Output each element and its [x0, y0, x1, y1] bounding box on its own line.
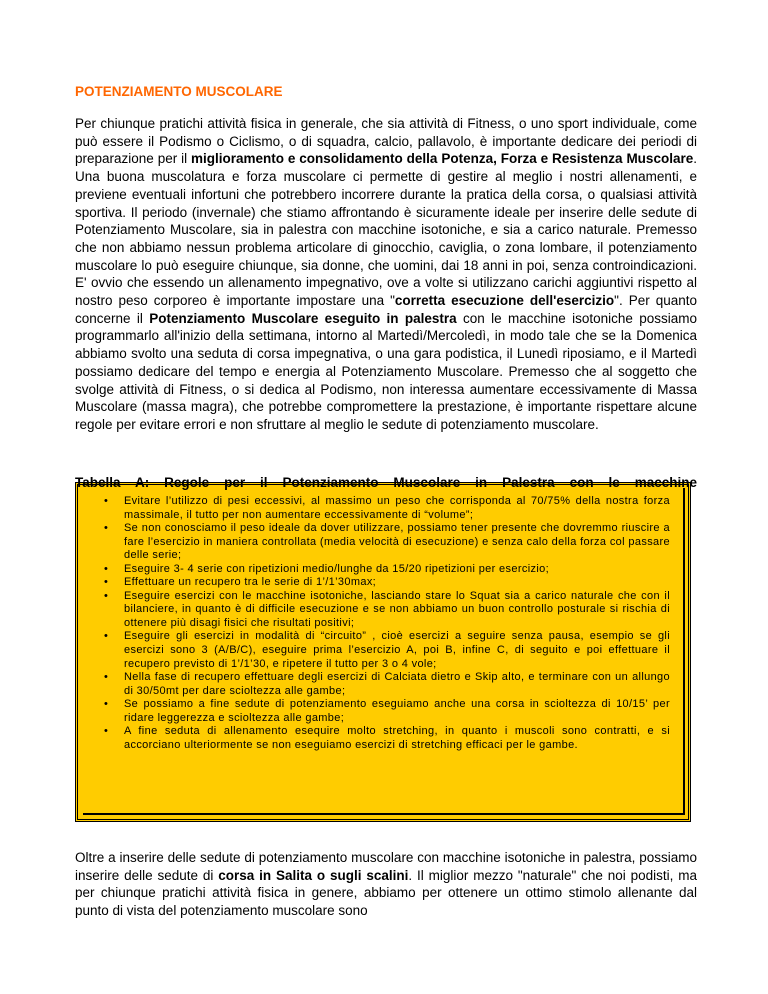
table-heading: Tabella A: Regole per il Potenziamento Muscolare in Palestra con le macchine	[75, 475, 697, 490]
rule-item	[104, 671, 670, 698]
outro-paragraph	[75, 849, 697, 920]
outro-text: . Il miglior mezzo "naturale" che noi podisti, ma per chiunque pratichi attività fisica in genere, abbiamo per ottenere un ottimo stimolo allenante dal punto di vista del potenziamento muscolare sono	[75, 867, 697, 919]
rule-text: Eseguire 3- 4 serie con ripetizioni medio/lunghe da 15/20 ripetizioni per esercizio;	[124, 562, 550, 575]
intro-text: con le macchine isotoniche possiamo programmarlo all'inizio della settimana, intorno al Martedì/Mercoledì, in modo tale che se la Domenica abbiamo svolto una seduta di corsa impegnativa, o una gara podistica, il Lunedì riposiamo, e il Martedì possiamo dedicare del tempo e energia al Potenziamento Muscolare. Premesso che al soggetto che svolge attività di Fitness, o si dedica al Podismo, non interessa aumentare eccessivamente di Massa Muscolare (massa magra), che potrebbe compromettere la prestazione, è importante rispettare alcune regole per evitare errori e non sfruttare al meglio le sedute di potenziamento muscolare.	[75, 310, 697, 432]
intro-text: Per chiunque pratichi attività fisica in generale, che sia attività di Fitness, o uno sport individuale, come può essere il Podismo o Ciclismo, o di squadra, calcio, pallavolo, è importante dedicare dei periodi di preparazione per il	[75, 116, 697, 167]
outro-text: Oltre a inserire delle sedute di potenziamento muscolare con macchine isotoniche in palestra, possiamo inserire delle sedute di	[75, 850, 697, 883]
rule-text: Evitare l’utilizzo di pesi eccessivi, al massimo un peso che corrisponda al 70/75% della nostra forza massimale, il tutto per non aumentare eccessivamente di “volume”;	[124, 495, 670, 521]
bullet-icon: •	[104, 495, 109, 507]
outro-emphasis: corsa in Salita o sugli scalini	[218, 867, 409, 883]
rule-text: Se possiamo a fine sedute di potenziamento eseguiamo anche una corsa in scioltezza di 10/15’ per ridare leggerezza e scioltezza alle gambe;	[124, 698, 670, 724]
intro-text: . Una buona muscolatura e forza muscolare ci permette di gestire al meglio i nostri allenamenti, e previene eventuali infortuni che potrebbero incorrere durante la pratica della corsa, o qualsiasi attività sportiva. Il periodo (invernale) che stiamo affrontando è sicuramente ideale per inserire delle sedute di Potenziamento Muscolare, sia in palestra con macchine isotoniche, e sia a carico naturale. Premesso che non abbiamo nessun problema articolare di ginocchio, caviglia, o zona lombare, il potenziamento muscolare lo può eseguire chiunque, sia donne, che uomini, dai 18 anni in poi, senza controindicazioni. E' ovvio che essendo un allenamento impegnativo, ove a volte si utilizzano carichi aggiuntivi rispetto al nostro peso corporeo è importante impostare una "	[75, 151, 697, 309]
rule-text: Se non conosciamo il peso ideale da dover utilizzare, possiamo tener presente che dovremmo riuscire a fare l’esercizio in maniera controllata (media velocità di esecuzione) e senza calo della forza col passare delle serie;	[124, 522, 670, 562]
rules-table-box	[75, 482, 691, 822]
rule-item	[104, 725, 670, 752]
rule-text: Eseguire esercizi con le macchine isotoniche, lasciando stare lo Squat sia a carico naturale che con il bilanciere, in quanto è di difficile esecuzione e se non abbiamo un buon controllo posturale si rischia di ottenere più disagi fisici che risultati positivi;	[124, 589, 670, 629]
rule-item	[104, 576, 670, 590]
rule-item	[104, 563, 670, 577]
rule-text: Nella fase di recupero effettuare degli esercizi di Calciata dietro e Skip alto, e terminare con un allungo di 30/50mt per dare scioltezza alle gambe;	[124, 671, 670, 697]
rule-item	[104, 698, 670, 725]
rule-text: Effettuare un recupero tra le serie di 1’/1’30max;	[124, 576, 377, 589]
bullet-icon: •	[104, 698, 109, 711]
document-title: POTENZIAMENTO MUSCOLARE	[75, 84, 283, 99]
rule-item	[104, 495, 670, 522]
bullet-icon: •	[104, 725, 109, 738]
intro-emphasis: corretta esecuzione dell'esercizio	[394, 293, 615, 309]
rules-list	[104, 495, 670, 752]
intro-emphasis: miglioramento e consolidamento della Potenza, Forza e Resistenza Muscolare	[190, 151, 694, 167]
bullet-icon: •	[104, 589, 109, 602]
rule-text: Eseguire gli esercizi in modalità di “circuito” , cioè esercizi a seguire senza pausa, esempio se gli esercizi sono 3 (A/B/C), eseguire prima l’esercizio A, poi B, infine C, di seguito e poi effettuare il recupero previsto di 1’/1’30, e ripetere il tutto per 3 o 4 vole;	[124, 630, 670, 670]
intro-emphasis: Potenziamento Muscolare eseguito in palestra	[149, 310, 457, 326]
intro-text: ". Per quanto concerne il	[75, 293, 697, 326]
rule-item	[104, 630, 670, 671]
bullet-icon: •	[104, 630, 109, 643]
bullet-icon: •	[104, 671, 109, 684]
bullet-icon: •	[104, 562, 109, 575]
intro-paragraph	[75, 115, 697, 434]
bullet-icon: •	[104, 522, 109, 535]
rule-text: A fine seduta di allenamento esequire molto stretching, in quanto i muscoli sono contratti, e si accorciano ulteriormente se non eseguiamo esercizi di stretching efficaci per le gambe.	[124, 725, 670, 751]
rule-item	[104, 590, 670, 631]
bullet-icon: •	[104, 576, 109, 589]
rule-item	[104, 522, 670, 563]
